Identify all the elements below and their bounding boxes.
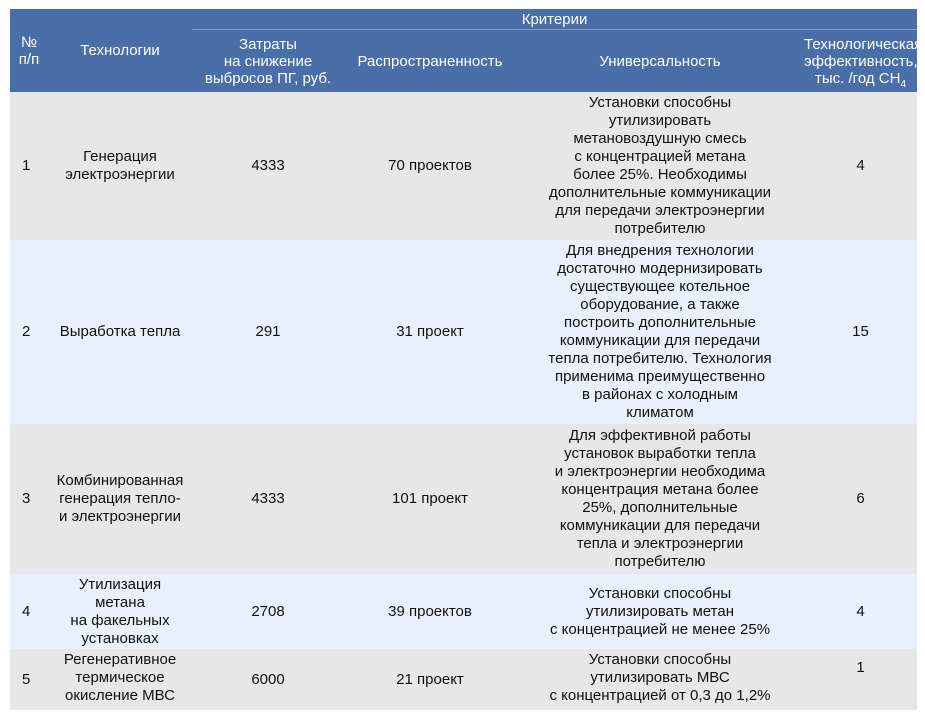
criteria-table-wrapper [10, 9, 923, 710]
header-row-top [10, 9, 917, 30]
row-prevalence: 70 проектов [388, 157, 472, 174]
header-criteria: Критерии [192, 9, 917, 30]
row-technology: Генерация электроэнергии [65, 148, 175, 183]
table-row [10, 92, 917, 240]
header-cost: Затраты на снижение выбросов ПГ, руб. [192, 30, 344, 93]
row-cost: 291 [255, 323, 281, 340]
row-universality: Установки способны утилизировать метан с концентрацией не менее 25% [549, 584, 771, 638]
table-bottom-edge [10, 706, 917, 708]
row-cost: 6000 [251, 670, 285, 688]
row-technology: Выработка тепла [59, 323, 181, 340]
row-efficiency: 1 [856, 659, 865, 676]
row-number: 5 [22, 670, 31, 688]
header-number: № п/п [10, 9, 48, 92]
row-prevalence: 101 проект [392, 490, 468, 507]
row-number: 4 [22, 602, 31, 620]
table-row [10, 649, 917, 710]
row-technology: Утилизация метана на факельных установках [70, 575, 170, 647]
row-universality: Установки способны утилизировать метановоздушную смесь с концентрацией метана более 25%. Необходимы дополнительные коммуникации для передачи электроэнергии потребителю [549, 94, 771, 237]
row-efficiency: 4 [856, 157, 865, 174]
header-efficiency-subscript: 4 [900, 78, 906, 90]
row-cost: 4333 [251, 157, 285, 174]
row-number: 3 [22, 490, 31, 507]
row-prevalence: 39 проектов [388, 602, 472, 620]
row-efficiency: 15 [852, 323, 869, 340]
technology-criteria-table [10, 9, 923, 710]
header-universality: Универсальность [516, 30, 804, 93]
table-row [10, 574, 917, 649]
row-cost: 4333 [251, 490, 285, 507]
row-efficiency: 4 [856, 602, 865, 620]
row-number: 1 [22, 157, 31, 174]
row-universality: Для эффективной работы установок выработки тепла и электроэнергии необходима концентрация метана более 25%, дополнительные коммуникации для передачи тепла и электроэнергии потребителю [554, 427, 766, 570]
row-universality: Установки способны утилизировать МВС с концентрацией от 0,3 до 1,2% [549, 651, 771, 704]
header-efficiency [804, 30, 923, 93]
row-technology: Регенеративное термическое окисление МВС [63, 651, 177, 704]
table-row [10, 240, 917, 424]
header-efficiency-text: Технологическая эффективность, тыс. /год CH [804, 35, 923, 87]
row-number: 2 [22, 323, 31, 340]
header-technology: Технологии [48, 9, 192, 92]
row-cost: 2708 [251, 602, 285, 620]
table-row [10, 424, 917, 574]
row-prevalence: 31 проект [396, 323, 464, 340]
row-technology: Комбинированная генерация тепло- и электроэнергии [56, 472, 184, 525]
row-efficiency: 6 [856, 490, 865, 507]
row-prevalence: 21 проект [396, 670, 464, 688]
header-prevalence: Распространенность [344, 30, 516, 93]
row-universality: Для внедрения технологии достаточно модернизировать существующее котельное оборудование, а также построить дополнительные коммуникации для передачи тепла потребителю. Технология применима преимущественно в районах с холодным климатом [548, 242, 772, 421]
